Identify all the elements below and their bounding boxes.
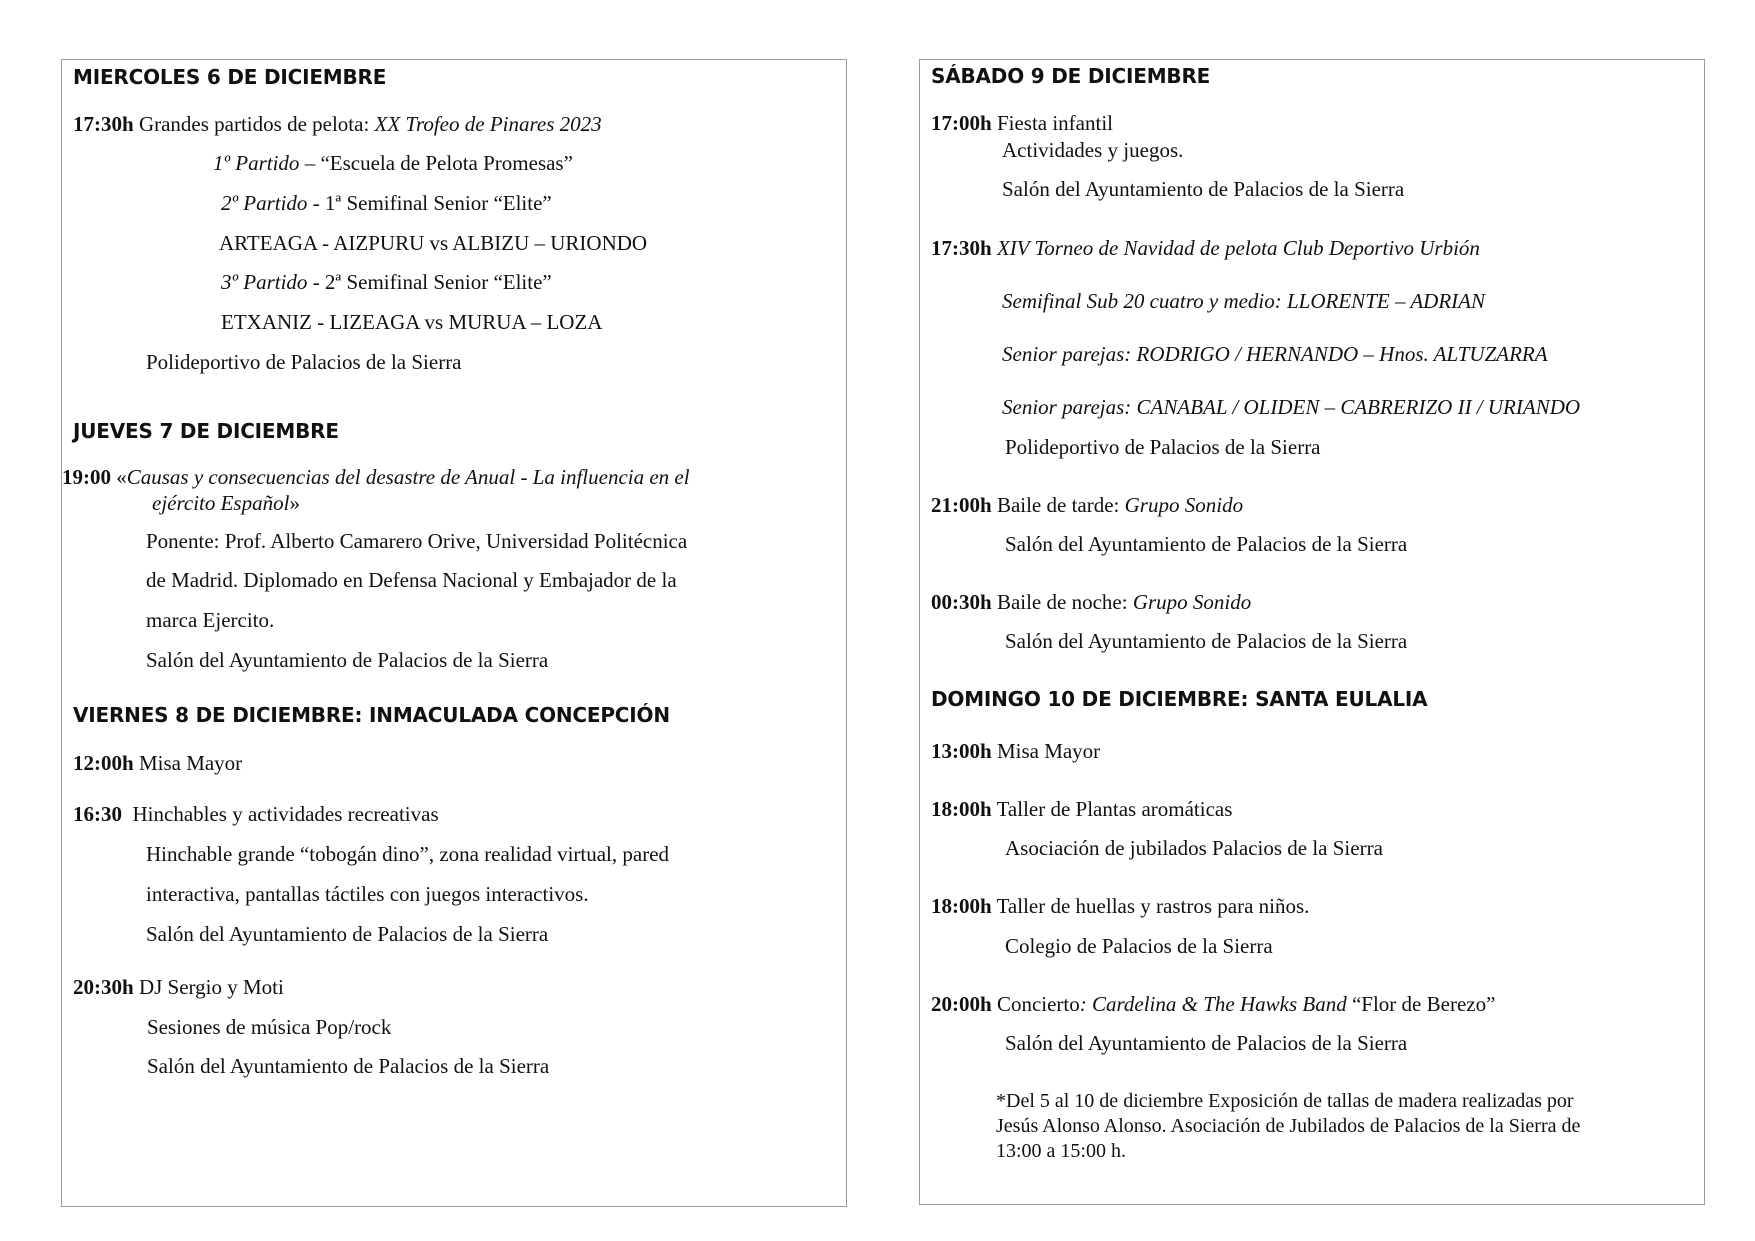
event-sun-plantas bbox=[931, 796, 1232, 822]
event-thu-lecture-line2 bbox=[152, 491, 300, 516]
event-venue: Salón del Ayuntamiento de Palacios de la Sierra bbox=[1005, 532, 1408, 556]
match-label: 3º Partido bbox=[221, 270, 308, 294]
match-text: - 2ª Semifinal Senior “Elite” bbox=[307, 270, 552, 294]
event-time: 13:00h bbox=[931, 739, 992, 763]
event-time: 17:30h bbox=[73, 112, 134, 136]
event-title: Misa Mayor bbox=[996, 739, 1101, 763]
event-time: 19:00 bbox=[62, 465, 111, 489]
match-label: 1º Partido bbox=[213, 151, 300, 175]
match-3 bbox=[221, 269, 552, 295]
exhibition-note bbox=[996, 1089, 1676, 1164]
event-title: Grandes partidos de pelota: bbox=[138, 112, 370, 136]
day-heading-saturday: SÁBADO 9 DE DICIEMBRE bbox=[931, 64, 1211, 88]
event-desc-line-1: Hinchable grande “tobogán dino”, zona realidad virtual, pared bbox=[146, 842, 670, 866]
match-3-teams: ETXANIZ - LIZEAGA vs MURUA – LOZA bbox=[221, 310, 603, 334]
match-senior-2: Senior parejas: CANABAL / OLIDEN – CABRERIZO II / URIANDO bbox=[1002, 395, 1581, 419]
event-sun-misa bbox=[931, 738, 1100, 764]
event-sun-huellas bbox=[931, 893, 1309, 919]
match-text: – “Escuela de Pelota Promesas” bbox=[299, 151, 573, 175]
event-fri-dj bbox=[73, 974, 284, 1000]
note-line-2: Jesús Alonso Alonso. Asociación de Jubilados de Palacios de la Sierra de bbox=[996, 1115, 1581, 1137]
event-sat-torneo bbox=[931, 235, 1480, 261]
event-title: Misa Mayor bbox=[138, 751, 243, 775]
event-title: Concierto bbox=[996, 992, 1080, 1016]
event-title: Fiesta infantil bbox=[996, 111, 1114, 135]
speaker-line-3: marca Ejercito. bbox=[146, 608, 275, 632]
event-venue: Salón del Ayuntamiento de Palacios de la Sierra bbox=[146, 648, 549, 672]
band-name: : Cardelina & The Hawks Band bbox=[1079, 992, 1347, 1016]
event-title: XIV Torneo de Navidad de pelota Club Deportivo Urbión bbox=[996, 236, 1480, 260]
event-sat-baile-tarde bbox=[931, 492, 1243, 518]
note-line-3: 13:00 a 15:00 h. bbox=[996, 1140, 1126, 1162]
match-sub20: Semifinal Sub 20 cuatro y medio: LLORENTE – ADRIAN bbox=[1002, 289, 1485, 313]
event-title: Taller de Plantas aromáticas bbox=[996, 797, 1233, 821]
event-venue: Asociación de jubilados Palacios de la Sierra bbox=[1005, 836, 1383, 860]
event-time: 18:00h bbox=[931, 797, 992, 821]
event-thu-lecture bbox=[62, 465, 842, 490]
event-desc-line-2: interactiva, pantallas táctiles con juegos interactivos. bbox=[146, 882, 589, 906]
event-title: Baile de noche: bbox=[996, 590, 1128, 614]
event-venue: Salón del Ayuntamiento de Palacios de la Sierra bbox=[1005, 1031, 1408, 1055]
event-sat-baile-noche bbox=[931, 589, 1251, 615]
title-dash: - bbox=[515, 465, 533, 489]
event-venue: Salón del Ayuntamiento de Palacios de la Sierra bbox=[1005, 629, 1408, 653]
event-fri-misa bbox=[73, 750, 242, 776]
event-venue: Salón del Ayuntamiento de Palacios de la Sierra bbox=[146, 922, 549, 946]
band-name: Grupo Sonido bbox=[1132, 590, 1252, 614]
event-desc: Sesiones de música Pop/rock bbox=[147, 1015, 392, 1039]
event-time: 18:00h bbox=[931, 894, 992, 918]
day-heading-wednesday: MIERCOLES 6 DE DICIEMBRE bbox=[73, 65, 387, 89]
note-line-1: *Del 5 al 10 de diciembre Exposición de tallas de madera realizadas por bbox=[996, 1090, 1574, 1112]
event-time: 20:30h bbox=[73, 975, 134, 999]
match-text: - 1ª Semifinal Senior “Elite” bbox=[307, 191, 552, 215]
event-title: DJ Sergio y Moti bbox=[138, 975, 284, 999]
lecture-title-line2: ejército Español bbox=[152, 491, 290, 515]
close-quote: » bbox=[289, 491, 300, 515]
event-venue: Polideportivo de Palacios de la Sierra bbox=[146, 350, 462, 374]
speaker-line-1: Ponente: Prof. Alberto Camarero Orive, Universidad Politécnica bbox=[146, 529, 688, 553]
match-senior-1: Senior parejas: RODRIGO / HERNANDO – Hnos. ALTUZARRA bbox=[1002, 342, 1548, 366]
event-time: 00:30h bbox=[931, 590, 992, 614]
lecture-title-part1: Causas y consecuencias del desastre de Anual bbox=[126, 465, 516, 489]
event-title-italic: XX Trofeo de Pinares 2023 bbox=[374, 112, 602, 136]
event-sat-fiesta bbox=[931, 110, 1113, 136]
event-time: 16:30 bbox=[73, 802, 122, 826]
band-name: Grupo Sonido bbox=[1124, 493, 1244, 517]
match-1 bbox=[213, 150, 573, 176]
event-desc: Actividades y juegos. bbox=[1002, 138, 1184, 162]
event-venue: Colegio de Palacios de la Sierra bbox=[1005, 934, 1273, 958]
lecture-title-part2: La influencia en el bbox=[532, 465, 690, 489]
event-sun-concierto bbox=[931, 991, 1495, 1017]
match-2 bbox=[221, 190, 552, 216]
day-heading-friday: VIERNES 8 DE DICIEMBRE: INMACULADA CONCEPCIÓN bbox=[73, 703, 670, 727]
day-heading-sunday: DOMINGO 10 DE DICIEMBRE: SANTA EULALIA bbox=[931, 687, 1428, 711]
event-time: 21:00h bbox=[931, 493, 992, 517]
event-venue: Polideportivo de Palacios de la Sierra bbox=[1005, 435, 1321, 459]
open-quote: « bbox=[116, 465, 127, 489]
event-time: 17:00h bbox=[931, 111, 992, 135]
event-time: 20:00h bbox=[931, 992, 992, 1016]
event-venue: Salón del Ayuntamiento de Palacios de la Sierra bbox=[1002, 177, 1405, 201]
album-name: “Flor de Berezo” bbox=[1346, 992, 1496, 1016]
speaker-line-2: de Madrid. Diplomado en Defensa Nacional y Embajador de la bbox=[146, 568, 677, 592]
day-heading-thursday: JUEVES 7 DE DICIEMBRE bbox=[73, 419, 339, 443]
match-2-teams: ARTEAGA - AIZPURU vs ALBIZU – URIONDO bbox=[219, 231, 648, 255]
event-title: Baile de tarde: bbox=[996, 493, 1120, 517]
event-title: Hinchables y actividades recreativas bbox=[132, 802, 439, 826]
match-label: 2º Partido bbox=[221, 191, 308, 215]
event-wed-pelota bbox=[73, 111, 602, 137]
event-time: 17:30h bbox=[931, 236, 992, 260]
event-title: Taller de huellas y rastros para niños. bbox=[996, 894, 1310, 918]
event-time: 12:00h bbox=[73, 751, 134, 775]
event-venue: Salón del Ayuntamiento de Palacios de la Sierra bbox=[147, 1054, 550, 1078]
event-fri-hinchables bbox=[73, 801, 439, 827]
